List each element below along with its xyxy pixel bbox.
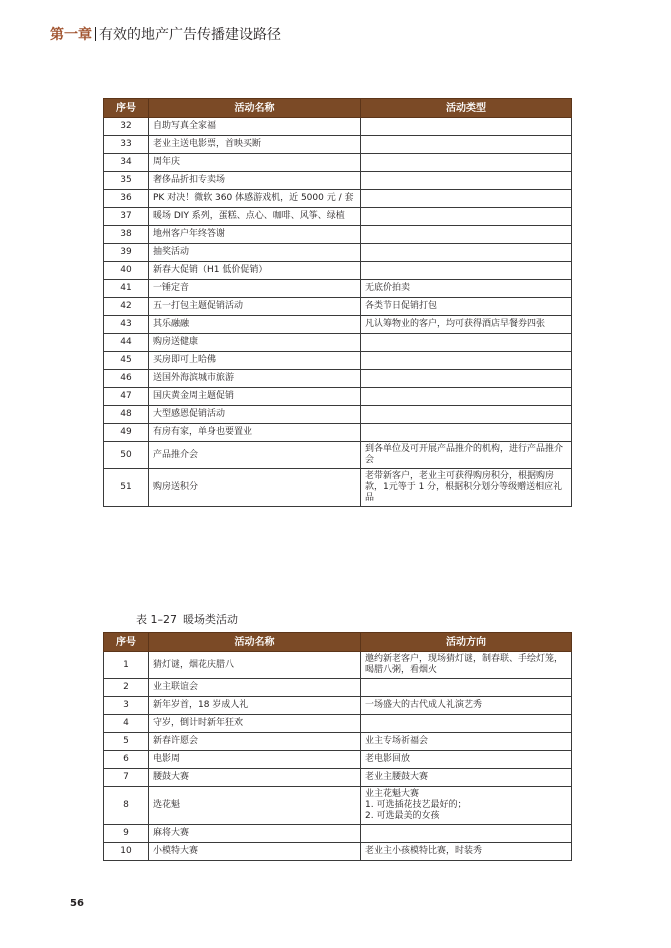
table-row	[104, 388, 572, 406]
activity-direction-cell	[361, 825, 572, 843]
page-header	[50, 26, 281, 44]
table-row	[104, 469, 572, 507]
row-number-cell: 48	[104, 406, 149, 424]
activity-name-cell: 业主联谊会	[149, 679, 361, 697]
activity-name-cell: 暖场 DIY 系列，蛋糕、点心、咖啡、风筝、绿植	[149, 208, 361, 226]
chapter-label: 第一章	[50, 27, 92, 43]
activity-name-cell: 腰鼓大赛	[149, 769, 361, 787]
column-header-activity-name: 活动名称	[149, 99, 361, 118]
activity-name-cell: 猜灯谜，烟花庆腊八	[149, 652, 361, 679]
table-row	[104, 316, 572, 334]
activity-name-cell: 产品推介会	[149, 442, 361, 469]
activity-direction-cell: 一场盛大的古代成人礼演艺秀	[361, 697, 572, 715]
row-number-cell: 38	[104, 226, 149, 244]
row-number-cell: 42	[104, 298, 149, 316]
activity-name-cell: 守岁，倒计时新年狂欢	[149, 715, 361, 733]
activity-name-cell: 一锤定音	[149, 280, 361, 298]
column-header-number: 序号	[104, 99, 149, 118]
row-number-cell: 47	[104, 388, 149, 406]
activity-type-cell	[361, 172, 572, 190]
table-row	[104, 154, 572, 172]
table-header-row	[104, 633, 572, 652]
activity-direction-cell: 老业主腰鼓大赛	[361, 769, 572, 787]
table-row	[104, 262, 572, 280]
table-row	[104, 697, 572, 715]
row-number-cell: 51	[104, 469, 149, 507]
activity-direction-cell	[361, 715, 572, 733]
row-number-cell: 37	[104, 208, 149, 226]
activity-type-table	[103, 98, 572, 507]
activity-type-cell	[361, 388, 572, 406]
row-number-cell: 8	[104, 787, 149, 825]
activity-name-cell: 老业主送电影票，首映买断	[149, 136, 361, 154]
table-row	[104, 118, 572, 136]
row-number-cell: 39	[104, 244, 149, 262]
activity-name-cell: 奢侈品折扣专卖场	[149, 172, 361, 190]
row-number-cell: 6	[104, 751, 149, 769]
table-row	[104, 825, 572, 843]
activity-type-cell	[361, 244, 572, 262]
activity-type-cell	[361, 406, 572, 424]
page-number: 56	[70, 898, 84, 909]
header-divider	[95, 27, 96, 41]
table-row	[104, 406, 572, 424]
activity-name-cell: 有房有家，单身也要置业	[149, 424, 361, 442]
activity-type-cell: 凡认筹物业的客户，均可获得酒店早餐券四张	[361, 316, 572, 334]
column-header-activity-direction: 活动方向	[361, 633, 572, 652]
activity-name-cell: 地州客户年终答谢	[149, 226, 361, 244]
activity-type-cell	[361, 190, 572, 208]
row-number-cell: 41	[104, 280, 149, 298]
activity-type-cell: 无底价拍卖	[361, 280, 572, 298]
table-row	[104, 352, 572, 370]
table-row	[104, 226, 572, 244]
table-row	[104, 751, 572, 769]
row-number-cell: 1	[104, 652, 149, 679]
activity-name-cell: 购房送健康	[149, 334, 361, 352]
row-number-cell: 5	[104, 733, 149, 751]
row-number-cell: 44	[104, 334, 149, 352]
row-number-cell: 2	[104, 679, 149, 697]
activity-type-cell	[361, 262, 572, 280]
row-number-cell: 36	[104, 190, 149, 208]
table-caption	[136, 613, 238, 627]
row-number-cell: 34	[104, 154, 149, 172]
table-row	[104, 280, 572, 298]
row-number-cell: 33	[104, 136, 149, 154]
table-row	[104, 244, 572, 262]
table-caption-title: 暖场类活动	[183, 613, 238, 626]
row-number-cell: 45	[104, 352, 149, 370]
table-row	[104, 424, 572, 442]
activity-name-cell: 电影周	[149, 751, 361, 769]
activity-name-cell: 小模特大赛	[149, 843, 361, 861]
activity-type-cell: 到各单位及可开展产品推介的机构，进行产品推介会	[361, 442, 572, 469]
table-row	[104, 442, 572, 469]
column-header-activity-type: 活动类型	[361, 99, 572, 118]
activity-name-cell: 自助写真全家福	[149, 118, 361, 136]
activity-name-cell: 买房即可上哈佛	[149, 352, 361, 370]
column-header-activity-name: 活动名称	[149, 633, 361, 652]
activity-direction-cell: 老业主小孩模特比赛，时装秀	[361, 843, 572, 861]
activity-direction-cell: 老电影回放	[361, 751, 572, 769]
row-number-cell: 32	[104, 118, 149, 136]
table-row	[104, 733, 572, 751]
table-header-row	[104, 99, 572, 118]
table-row	[104, 172, 572, 190]
table-row	[104, 298, 572, 316]
activity-direction-cell: 邀约新老客户，现场猜灯谜，制春联、手绘灯笼，喝腊八粥，看烟火	[361, 652, 572, 679]
activity-name-cell: 抽奖活动	[149, 244, 361, 262]
row-number-cell: 49	[104, 424, 149, 442]
activity-type-cell	[361, 370, 572, 388]
table-row	[104, 787, 572, 825]
row-number-cell: 43	[104, 316, 149, 334]
activity-name-cell: PK 对决！微软 360 体感游戏机，近 5000 元 / 套	[149, 190, 361, 208]
activity-type-cell: 老带新客户，老业主可获得购房积分，根据购房款，1元等于 1 分，根据积分划分等级赠送相应礼品	[361, 469, 572, 507]
chapter-title: 有效的地产广告传播建设路径	[99, 27, 281, 43]
activity-name-cell: 大型感恩促销活动	[149, 406, 361, 424]
activity-name-cell: 五一打包主题促销活动	[149, 298, 361, 316]
activity-type-cell	[361, 136, 572, 154]
row-number-cell: 9	[104, 825, 149, 843]
row-number-cell: 4	[104, 715, 149, 733]
activity-name-cell: 周年庆	[149, 154, 361, 172]
table-row	[104, 370, 572, 388]
activity-type-cell: 各类节日促销打包	[361, 298, 572, 316]
row-number-cell: 46	[104, 370, 149, 388]
table-row	[104, 334, 572, 352]
activity-type-cell	[361, 154, 572, 172]
activity-type-cell	[361, 118, 572, 136]
table-row	[104, 136, 572, 154]
table-row	[104, 843, 572, 861]
table-row	[104, 715, 572, 733]
row-number-cell: 50	[104, 442, 149, 469]
activity-name-cell: 新年岁首，18 岁成人礼	[149, 697, 361, 715]
activity-name-cell: 国庆黄金周主题促销	[149, 388, 361, 406]
table-caption-number: 表 1–27	[136, 613, 177, 626]
activity-type-cell	[361, 226, 572, 244]
row-number-cell: 10	[104, 843, 149, 861]
row-number-cell: 7	[104, 769, 149, 787]
activity-name-cell: 购房送积分	[149, 469, 361, 507]
column-header-number: 序号	[104, 633, 149, 652]
row-number-cell: 40	[104, 262, 149, 280]
activity-direction-cell: 业主花魁大赛 1. 可选插花技艺最好的； 2. 可选最美的女孩	[361, 787, 572, 825]
activity-direction-cell: 业主专场祈福会	[361, 733, 572, 751]
activity-type-cell	[361, 424, 572, 442]
table-row	[104, 679, 572, 697]
activity-name-cell: 新春大促销（H1 低价促销）	[149, 262, 361, 280]
activity-type-cell	[361, 334, 572, 352]
activity-type-cell	[361, 208, 572, 226]
activity-name-cell: 其乐融融	[149, 316, 361, 334]
activity-direction-cell	[361, 679, 572, 697]
activity-name-cell: 新春许愿会	[149, 733, 361, 751]
row-number-cell: 3	[104, 697, 149, 715]
activity-name-cell: 选花魁	[149, 787, 361, 825]
table-row	[104, 208, 572, 226]
table-row	[104, 769, 572, 787]
activity-type-cell	[361, 352, 572, 370]
activity-name-cell: 麻将大赛	[149, 825, 361, 843]
warmup-activity-table	[103, 632, 572, 861]
table-row	[104, 652, 572, 679]
activity-name-cell: 送国外海滨城市旅游	[149, 370, 361, 388]
table-row	[104, 190, 572, 208]
row-number-cell: 35	[104, 172, 149, 190]
